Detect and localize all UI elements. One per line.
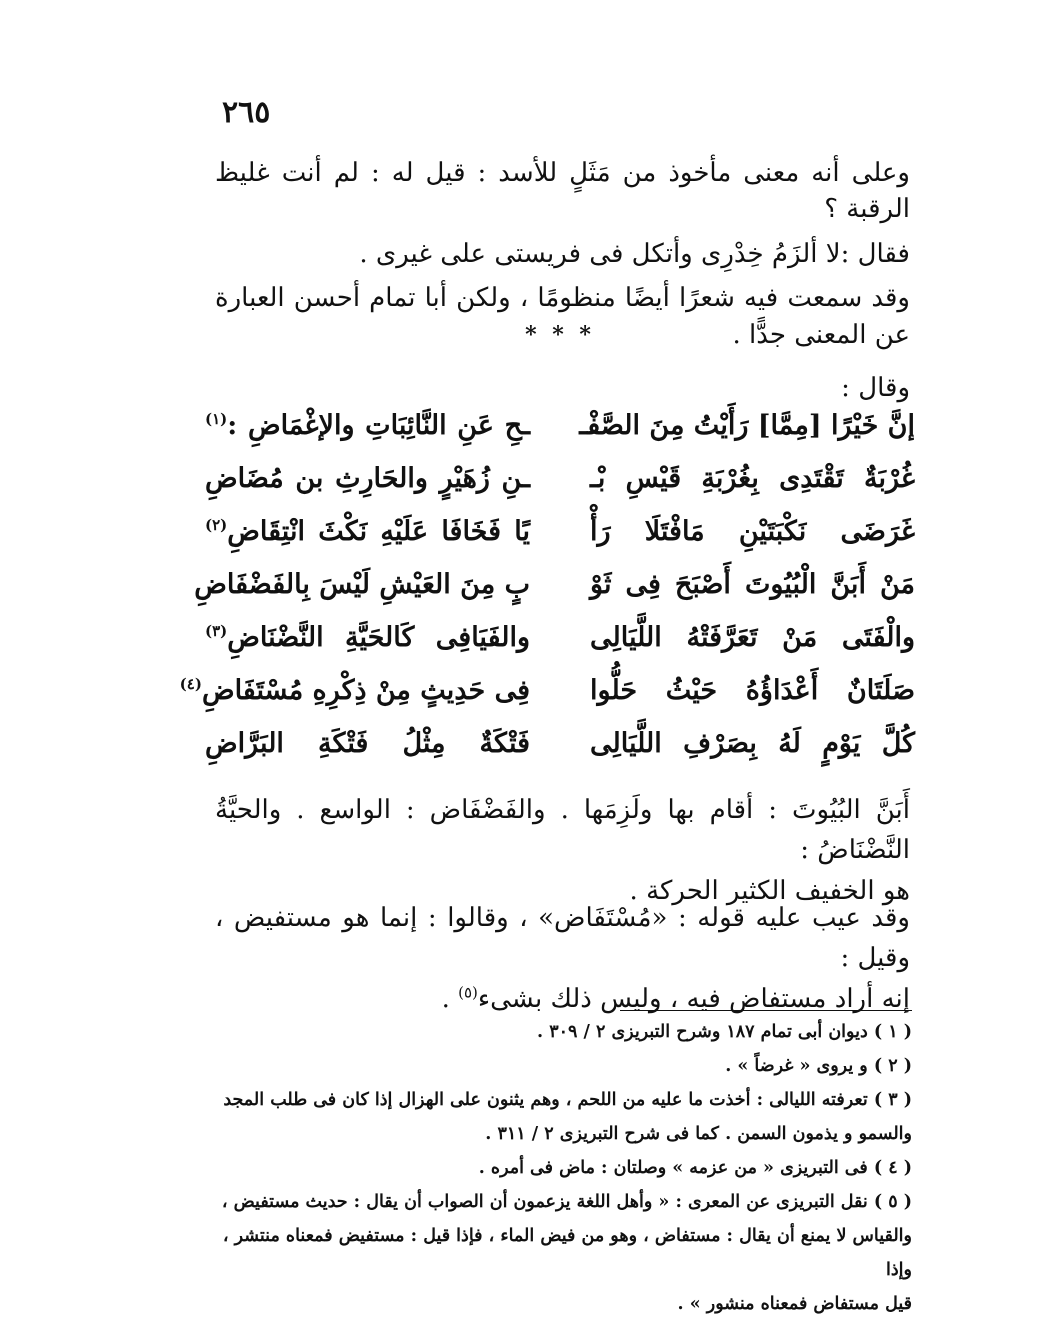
intro-line-1: وعلى أنه معنى مأخوذ من مَثَلٍ للأسد : قيل له : لم أنت غليظ الرقبة ؟ bbox=[215, 158, 910, 225]
poem-verse bbox=[194, 569, 915, 622]
verse-first-hemistich: والْفَتَى مَنْ تَعَرَّفَتْهُ اللَّيَالِى bbox=[590, 622, 915, 653]
verse-second-hemistich-text: فِى حَدِيثٍ مِنْ ذِكْرِهِ مُسْتَفَاضِ bbox=[201, 675, 530, 706]
poem-verse bbox=[205, 463, 915, 516]
poem-verse bbox=[205, 410, 915, 463]
footnotes bbox=[210, 1015, 912, 1321]
verse-first-hemistich: مَنْ أَبَنَّ الْبُيُوتَ أَصْبَحَ فِى ثَوْ bbox=[590, 569, 915, 600]
poem-verse bbox=[179, 675, 915, 728]
gloss-paragraph bbox=[215, 790, 910, 911]
verse-second-hemistich: بٍ مِنَ العَيْشِ لَيْسَ بِالفَضْفَاضِ bbox=[194, 569, 530, 600]
footnote-ref: (٣) bbox=[205, 622, 228, 640]
footnote-ref: (٤) bbox=[179, 675, 202, 693]
footnote-5: ( ٥ ) نقل التبريزى عن المعرى : « وأهل اللغة يزعمون أن الصواب أن يقال : حديث مستفيض ، bbox=[221, 1192, 912, 1212]
verse-first-hemistich: غَرَضَى نَكْبَتَيْنِ مَافْتَلَا رَأْ bbox=[590, 516, 915, 547]
verse-second-hemistich-text: يًا فَخَافَا عَلَيْهِ نَكْثَ انْتِقَاضِ bbox=[227, 516, 530, 547]
intro-line-3: وقد سمعت فيه شعرًا أيضًا منظومًا ، ولكن أبا تمام أحسن العبارة عن المعنى جدًّا . bbox=[215, 283, 910, 350]
intro-line-2: فقال :لا ألزَمُ خِدْرِى وأتكل فى فريستى على غيرى . bbox=[359, 238, 910, 269]
footnote-ref: (٢) bbox=[205, 516, 228, 534]
footnote-ref: (١) bbox=[205, 410, 228, 428]
footnote-1: ( ١ ) ديوان أبى تمام ١٨٧ وشرح التبريزى ٢ / ٣٠٩ . bbox=[537, 1022, 912, 1042]
verse-first-hemistich: صَلَتَانٌ أَعْدَاؤُهُ حَيْثُ حَلُّوا bbox=[590, 675, 915, 706]
criticism-line-2-text: إنه أراد مستفاض فيه ، وليس ذلك بشىء bbox=[477, 983, 910, 1014]
verse-second-hemistich: فَتْكَةٌ مِثْلُ فَتْكَةِ البَرَّاضِ bbox=[205, 728, 530, 759]
footnote-2: ( ٢ ) و يروى « غرضاً » . bbox=[725, 1056, 912, 1076]
footnote-4: ( ٤ ) فى التبريزى « من عزمه » وصلتان : ماض فى أمره . bbox=[478, 1158, 912, 1178]
page-number: ٢٦٥ bbox=[222, 95, 271, 130]
footnote-5-end: قيل مستفاض فمعناه منشور » . bbox=[677, 1294, 912, 1314]
poem-lead: وقال : bbox=[841, 373, 910, 403]
footnote-ref: (٥) bbox=[458, 982, 478, 1001]
gloss-line-2: هو الخفيف الكثير الحركة . bbox=[629, 875, 910, 906]
verse-second-hemistich bbox=[205, 622, 530, 653]
poem-verse bbox=[205, 516, 915, 569]
criticism-end: . bbox=[441, 983, 450, 1014]
verse-first-hemistich: كُلَّ يَوْمٍ لَهُ بِصَرْفِ اللَّيَالِى bbox=[590, 728, 915, 759]
verse-first-hemistich: غُرْبَةٌ تَقْتَدِى بِغُرْبَةِ قَيْسِ بْـ bbox=[590, 463, 915, 494]
poem-verse bbox=[205, 728, 915, 781]
verse-first-hemistich: إنَّ خَيْرًا [مِمَّا] رَأَيْتُ مِنَ الصَّفْـ bbox=[579, 410, 915, 441]
section-separator: * * * bbox=[525, 322, 595, 348]
footnote-5-continued: والقياس لا يمنع أن يقال : مستفاض ، وهو من فيض الماء ، فإذا قيل : مستفيض فمعناه منتشر ، وإذا bbox=[222, 1226, 912, 1280]
verse-second-hemistich-text: ـحِ عَنِ النَّائِبَاتِ والإغْمَاضِ : bbox=[227, 410, 530, 441]
verse-second-hemistich bbox=[205, 516, 530, 547]
criticism-line-2 bbox=[215, 979, 910, 1019]
poem-verse bbox=[205, 622, 915, 675]
criticism-paragraph bbox=[215, 898, 910, 1019]
verse-second-hemistich: ـنِ زُهَيْرٍ والحَارِثِ بن مُضَاضِ bbox=[205, 463, 530, 494]
verse-second-hemistich bbox=[205, 410, 530, 441]
footnote-3: ( ٣ ) تعرفته الليالى : أخذت ما عليه من اللحم ، وهم يثنون على الهزال إذا كان فى طلب المجد bbox=[223, 1090, 912, 1110]
footnotes-divider bbox=[620, 1010, 912, 1011]
gloss-line-1: أَبَنَّ البُيُوتَ : أقام بها ولَزِمَها . والفَضْفَاض : الواسع . والحيَّةُ النَّضْنَاضُ : bbox=[215, 795, 910, 866]
footnote-3-continued: والسمو و يذمون السمن . كما فى شرح التبريزى ٢ / ٣١١ . bbox=[485, 1124, 912, 1144]
verse-second-hemistich-text: والفَيَافِى كَالحَيَّةِ النَّضْنَاضِ bbox=[227, 622, 530, 653]
poem bbox=[179, 410, 915, 781]
verse-second-hemistich bbox=[179, 675, 530, 706]
criticism-line-1: وقد عيب عليه قوله : «مُسْتَفَاض» ، وقالوا : إنما هو مستفيض ، وقيل : bbox=[215, 903, 910, 974]
